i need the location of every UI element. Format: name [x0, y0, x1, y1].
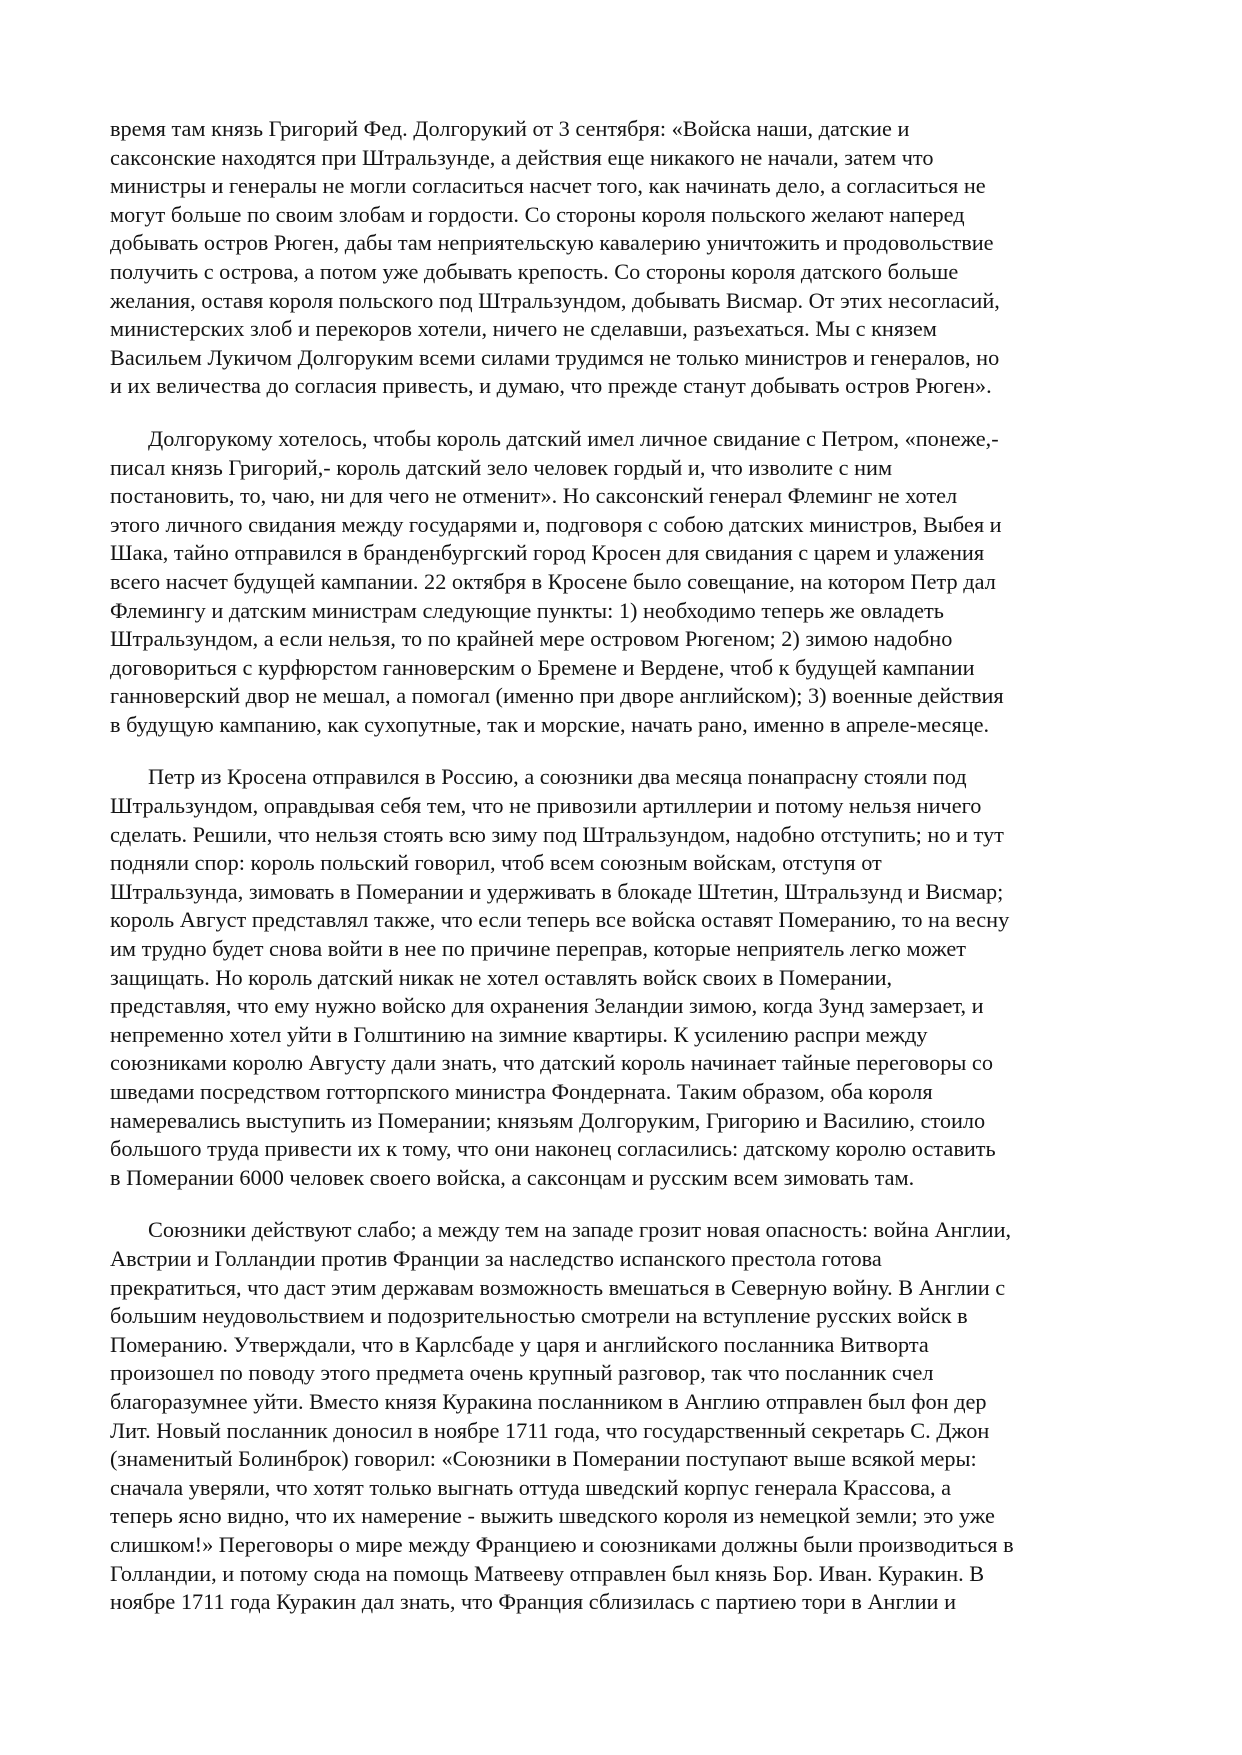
text-line: в Померании 6000 человек своего войска, а саксонцам и русским всем зимовать там. — [110, 1164, 915, 1190]
text-line: Петр из Кросена отправился в Россию, а союзники два месяца понапрасну стояли под — [148, 764, 967, 790]
text-line: им трудно будет снова войти в нее по причине переправ, которые неприятель легко может — [110, 936, 966, 962]
text-line: Померанию. Утверждали, что в Карлсбаде у царя и английского посланника Витворта — [110, 1331, 929, 1357]
text-line: в будущую кампанию, как сухопутные, так и морские, начать рано, именно в апреле-месяце. — [110, 711, 990, 737]
text-line: могут больше по своим злобам и гордости. Со стороны короля польского желают наперед — [110, 201, 965, 227]
text-line: договориться с курфюрстом ганноверским о Бремене и Вердене, чтоб к будущей кампании — [110, 654, 975, 680]
text-line: теперь ясно видно, что их намерение - выжить шведского короля из немецкой земли; это уже — [110, 1503, 995, 1529]
text-line: Штральзунда, зимовать в Померании и удерживать в блокаде Штетин, Штральзунд и Висмар; — [110, 878, 1004, 904]
text-line: подняли спор: король польский говорил, чтоб всем союзным войскам, отступя от — [110, 850, 882, 876]
text-line: благоразумнее уйти. Вместо князя Куракина посланником в Англию отправлен был фон дер — [110, 1388, 987, 1414]
text-line: сначала уверяли, что хотят только выгнать оттуда шведский корпус генерала Крассова, а — [110, 1474, 952, 1500]
text-line: союзниками королю Августу дали знать, что датский король начинает тайные переговоры со — [110, 1050, 993, 1076]
text-line: желания, оставя короля польского под Штральзундом, добывать Висмар. От этих несогласий, — [110, 287, 1000, 313]
text-line: прекратиться, что даст этим державам возможность вмешаться в Северную войну. В Англии с — [110, 1274, 1006, 1300]
text-line: Флемингу и датским министрам следующие пункты: 1) необходимо теперь же овладеть — [110, 597, 944, 623]
text-line: добывать остров Рюген, дабы там неприятельскую кавалерию уничтожить и продовольствие — [110, 230, 994, 256]
text-line: (знаменитый Болинброк) говорил: «Союзники в Померании поступают выше всякой меры: — [110, 1446, 977, 1472]
text-line: Штральзундом, а если нельзя, то по крайней мере островом Рюгеном; 2) зимою надобно — [110, 626, 953, 652]
text-line: Лит. Новый посланник доносил в ноябре 1711 года, что государственный секретарь С. Джон — [110, 1417, 990, 1443]
text-line: представляя, что ему нужно войско для охранения Зеландии зимою, когда Зунд замерзает, и — [110, 993, 984, 1019]
text-line: саксонские находятся при Штральзунде, а действия еще никакого не начали, затем что — [110, 144, 934, 170]
text-line: министерских злоб и перекоров хотели, ничего не сделавши, разъехаться. Мы с князем — [110, 316, 937, 342]
text-line: постановить, то, чаю, ни для чего не отменит». Но саксонский генерал Флеминг не хотел — [110, 483, 958, 509]
text-line: произошел по поводу этого предмета очень крупный разговор, так что посланник счел — [110, 1360, 934, 1386]
text-line: защищать. Но король датский никак не хотел оставлять войск своих в Померании, — [110, 964, 893, 990]
text-line: Шака, тайно отправился в бранденбургский город Кросен для свидания с царем и улажения — [110, 540, 985, 566]
text-line: Долгорукому хотелось, чтобы король датский имел личное свидание с Петром, «понеже,- — [148, 425, 999, 451]
text-line: ноябре 1711 года Куракин дал знать, что Франция сблизилась с партиею тори в Англии и — [110, 1589, 956, 1615]
document-page — [110, 115, 1140, 1641]
text-line: ганноверский двор не мешал, а помогал (именно при дворе английском); 3) военные действия — [110, 683, 1004, 709]
paragraph-1 — [110, 115, 1140, 401]
text-line: этого личного свидания между государями и, подговоря с собою датских министров, Выбея и — [110, 511, 1002, 537]
paragraph-2 — [110, 425, 1140, 740]
text-line: сделать. Решили, что нельзя стоять всю зиму под Штральзундом, надобно отступить; но и тут — [110, 821, 1004, 847]
text-line: всего насчет будущей кампании. 22 октября в Кросене было совещание, на котором Петр дал — [110, 568, 996, 594]
text-line: большим неудовольствием и подозрительностью смотрели на вступление русских войск в — [110, 1303, 968, 1329]
text-line: Союзники действуют слабо; а между тем на западе грозит новая опасность: война Англии, — [148, 1217, 1012, 1243]
paragraph-3 — [110, 763, 1140, 1192]
text-line: Васильем Лукичом Долгоруким всеми силами трудимся не только министров и генералов, но — [110, 344, 1000, 370]
text-line: Штральзундом, оправдывая себя тем, что не привозили артиллерии и потому нельзя ничего — [110, 793, 982, 819]
text-line: время там князь Григорий Фед. Долгорукий от 3 сентября: «Войска наши, датские и — [110, 116, 910, 141]
text-line: большого труда привести их к тому, что они наконец согласились: датскому королю оставить — [110, 1136, 996, 1162]
text-line: и их величества до согласия привесть, и думаю, что прежде станут добывать остров Рюген». — [110, 373, 992, 399]
text-line: слишком!» Переговоры о мире между Франциею и союзниками должны были производиться в — [110, 1531, 1014, 1557]
text-line: министры и генералы не могли согласиться насчет того, как начинать дело, а согласиться не — [110, 173, 986, 199]
text-line: Голландии, и потому сюда на помощь Матвееву отправлен был князь Бор. Иван. Куракин. В — [110, 1560, 985, 1586]
paragraph-4 — [110, 1216, 1140, 1616]
text-line: намеревались выступить из Померании; князьям Долгоруким, Григорию и Василию, стоило — [110, 1107, 986, 1133]
text-line: Австрии и Голландии против Франции за наследство испанского престола готова — [110, 1245, 882, 1271]
text-line: непременно хотел уйти в Голштинию на зимние квартиры. К усилению распри между — [110, 1021, 928, 1047]
text-line: король Август представлял также, что если теперь все войска оставят Померанию, то на весну — [110, 907, 1010, 933]
text-line: писал князь Григорий,- король датский зело человек гордый и, что изволите с ним — [110, 454, 893, 480]
text-line: шведами посредством готторпского министра Фондерната. Таким образом, оба короля — [110, 1079, 933, 1104]
text-line: получить с острова, а потом уже добывать крепость. Со стороны короля датского больше — [110, 258, 959, 284]
